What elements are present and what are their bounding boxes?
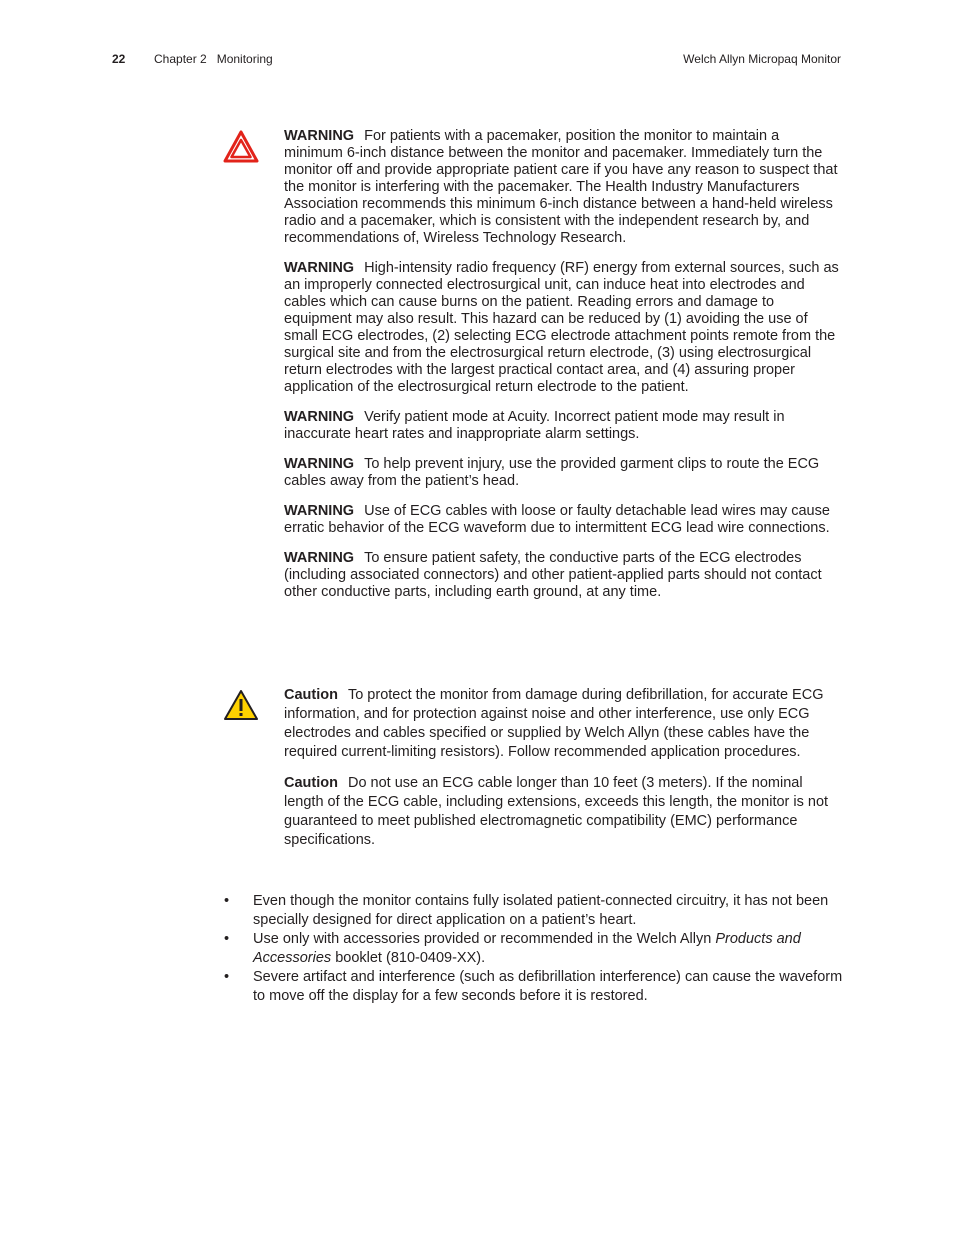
caution-text: Do not use an ECG cable longer than 10 feet (3 meters). If the nominal length of the ECG cable, including extensions, exceeds this length, the monitor is not guaranteed to meet published electromagnetic compatibility (EMC) performance specifications.: [284, 775, 829, 848]
bullet-text: Use only with accessories provided or recommended in the Welch Allyn: [253, 931, 716, 947]
warning-label: WARNING: [284, 456, 355, 472]
caution-triangle-icon: [223, 689, 259, 721]
warning-label: WARNING: [284, 503, 355, 519]
warning-paragraph: [284, 128, 840, 247]
warning-paragraph: [284, 260, 840, 396]
warning-triangle-icon: [223, 130, 259, 163]
bullet-text-suffix: booklet (810-0409-XX).: [331, 950, 486, 966]
bullet-text: Severe artifact and interference (such as defibrillation interference) can cause the waveform to move off the display for a few seconds before it is restored.: [253, 969, 843, 1004]
warning-text: For patients with a pacemaker, position the monitor to maintain a minimum 6-inch distance between the monitor and pacemaker. Immediately turn the monitor off and provide appropriate patient care if you have any reason to suspect that the monitor is interfering with the pacemaker. The Health Industry Manufacturers Association recommends this minimum 6-inch distance between a hand-held wireless radio and a pacemaker, which is consistent with the independent research by, and recommendations of, Wireless Technology Research.: [284, 128, 838, 246]
warning-label: WARNING: [284, 409, 355, 425]
warning-paragraph: [284, 503, 840, 537]
chapter-number: Chapter 2: [154, 52, 207, 66]
bullet-marker: •: [224, 969, 230, 985]
caution-text: To protect the monitor from damage during defibrillation, for accurate ECG information, and for protection against noise and other interference, use only ECG electrodes and cables specified or supplied by Welch Allyn (these cables have the required current-limiting resistors). Follow recommended application procedures.: [284, 687, 824, 760]
caution-paragraph: [284, 686, 840, 762]
warning-label: WARNING: [284, 260, 355, 276]
bullet-text: Even though the monitor contains fully isolated patient-connected circuitry, it has not been specially designed for direct application on a patient’s heart.: [253, 893, 829, 928]
bullet-marker: •: [224, 931, 230, 947]
page-header: [0, 52, 954, 70]
warning-label: WARNING: [284, 550, 355, 566]
warnings-section: [284, 128, 840, 614]
booklet-title: Products and Accessories: [253, 931, 801, 966]
chapter-label: [154, 52, 273, 66]
chapter-section: Monitoring: [216, 52, 273, 66]
warning-text: To help prevent injury, use the provided garment clips to route the ECG cables away from the patient’s head.: [284, 456, 820, 489]
manual-title: Welch Allyn Micropaq Monitor: [683, 52, 841, 66]
bullet-marker: •: [224, 893, 230, 909]
warning-text: Verify patient mode at Acuity. Incorrect patient mode may result in inaccurate heart rates and inappropriate alarm settings.: [284, 409, 785, 442]
caution-paragraph: [284, 774, 840, 850]
list-item: [224, 968, 844, 1006]
warning-paragraph: [284, 456, 840, 490]
list-item: [224, 892, 844, 930]
list-item: [224, 930, 844, 968]
warning-text: To ensure patient safety, the conductive parts of the ECG electrodes (including associated connectors) and other patient-applied parts should not contact other conductive parts, including earth ground, at any time.: [284, 550, 822, 600]
cautions-section: [284, 686, 840, 862]
warning-text: High-intensity radio frequency (RF) energy from external sources, such as an improperly connected electrosurgical unit, can induce heat into electrodes and cables which can cause burns on the patient. Reading errors and damage to equipment may also result. This hazard can be reduced by (1) avoiding the use of small ECG electrodes, (2) selecting ECG electrode attachment points remote from the surgical site and from the electrosurgical return electrode, (3) using electrosurgical return electrodes with the largest practical contact area, and (4) assuring proper application of the electrosurgical return electrode to the patient.: [284, 260, 839, 395]
bullet-list: [224, 892, 844, 1006]
warning-label: WARNING: [284, 128, 355, 144]
caution-label: Caution: [284, 775, 338, 791]
warning-text: Use of ECG cables with loose or faulty detachable lead wires may cause erratic behavior of the ECG waveform due to intermittent ECG lead wire connections.: [284, 503, 830, 536]
page-number: 22: [112, 52, 126, 66]
caution-label: Caution: [284, 687, 338, 703]
warning-paragraph: [284, 409, 840, 443]
warning-paragraph: [284, 550, 840, 601]
